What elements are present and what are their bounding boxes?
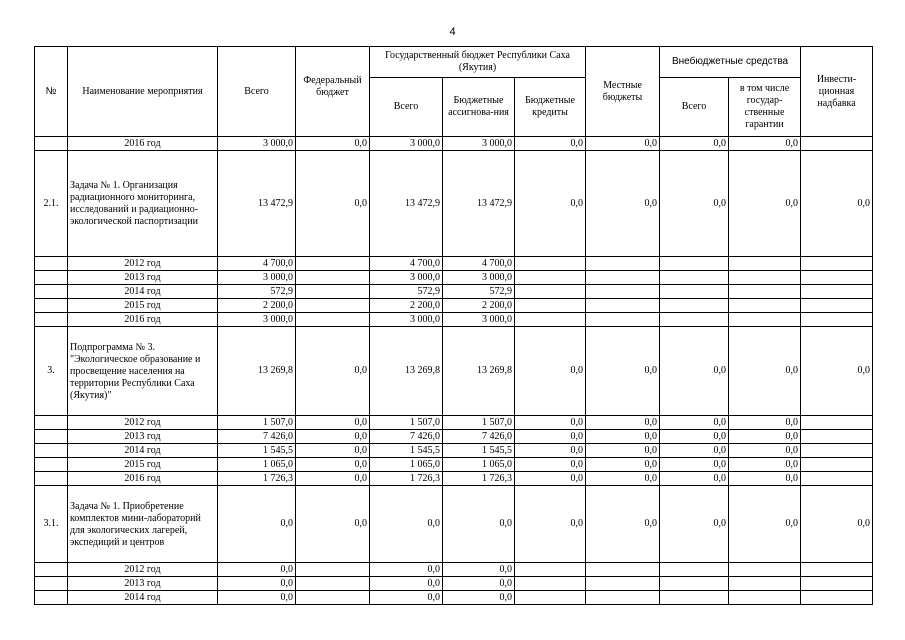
row-index: 2.1. [35,151,68,257]
cell-value: 0,0 [729,416,801,430]
cell-value: 0,0 [515,444,586,458]
cell-value: 0,0 [296,444,370,458]
row-name: 2014 год [68,285,218,299]
cell-value: 0,0 [515,137,586,151]
cell-value: 7 426,0 [370,430,443,444]
row-index [35,299,68,313]
cell-value: 0,0 [515,430,586,444]
row-index [35,137,68,151]
cell-value: 0,0 [729,486,801,563]
cell-value: 1 545,5 [370,444,443,458]
row-name: 2012 год [68,563,218,577]
header-local: Местные бюджеты [586,47,660,137]
cell-value: 3 000,0 [443,271,515,285]
cell-value [296,257,370,271]
cell-value [801,458,873,472]
cell-value: 3 000,0 [443,137,515,151]
cell-value: 0,0 [515,151,586,257]
table-row-task [35,151,873,257]
cell-value [801,577,873,591]
table-row-year [35,577,873,591]
row-name: 2016 год [68,313,218,327]
cell-value: 0,0 [515,458,586,472]
cell-value [729,577,801,591]
cell-value: 0,0 [586,458,660,472]
cell-value [586,299,660,313]
row-name: 2012 год [68,416,218,430]
table-row-task [35,486,873,563]
cell-value [729,257,801,271]
cell-value [660,563,729,577]
cell-value: 0,0 [729,444,801,458]
cell-value [586,591,660,605]
cell-value [801,591,873,605]
cell-value: 0,0 [515,327,586,416]
cell-value: 0,0 [218,486,296,563]
cell-value [586,271,660,285]
cell-value: 3 000,0 [218,271,296,285]
cell-value: 13 269,8 [443,327,515,416]
row-name: 2016 год [68,137,218,151]
cell-value [729,285,801,299]
cell-value: 1 545,5 [443,444,515,458]
cell-value: 0,0 [296,472,370,486]
cell-value [586,313,660,327]
cell-value: 4 700,0 [443,257,515,271]
cell-value: 13 472,9 [370,151,443,257]
header-extra: Внебюджетные средства [660,47,801,78]
cell-value [801,285,873,299]
header-total: Всего [218,47,296,137]
cell-value [660,591,729,605]
cell-value: 0,0 [443,577,515,591]
header-state-assign: Бюджетные ассигнова-ния [443,78,515,137]
cell-value [729,271,801,285]
cell-value [801,271,873,285]
cell-value: 572,9 [370,285,443,299]
cell-value: 1 726,3 [218,472,296,486]
cell-value [515,271,586,285]
cell-value [296,591,370,605]
cell-value [296,563,370,577]
cell-value: 0,0 [370,577,443,591]
cell-value: 2 200,0 [443,299,515,313]
cell-value: 0,0 [515,486,586,563]
cell-value [801,472,873,486]
cell-value [586,285,660,299]
cell-value: 0,0 [370,563,443,577]
cell-value: 0,0 [660,137,729,151]
cell-value [586,577,660,591]
cell-value: 572,9 [443,285,515,299]
cell-value: 0,0 [660,430,729,444]
cell-value [660,313,729,327]
cell-value: 3 000,0 [370,271,443,285]
cell-value: 0,0 [586,472,660,486]
cell-value: 1 065,0 [443,458,515,472]
cell-value [801,416,873,430]
cell-value [660,271,729,285]
cell-value: 1 065,0 [218,458,296,472]
row-index [35,313,68,327]
row-name: 2015 год [68,458,218,472]
cell-value: 0,0 [218,563,296,577]
row-index [35,563,68,577]
table-row-year [35,137,873,151]
cell-value: 0,0 [515,416,586,430]
cell-value: 0,0 [370,486,443,563]
cell-value: 0,0 [729,472,801,486]
cell-value: 0,0 [218,577,296,591]
cell-value [296,577,370,591]
cell-value: 0,0 [443,563,515,577]
cell-value: 0,0 [443,591,515,605]
table-row-year [35,458,873,472]
cell-value [296,299,370,313]
row-name: 2014 год [68,591,218,605]
table-row-year [35,257,873,271]
table-row-year [35,430,873,444]
cell-value: 0,0 [586,444,660,458]
cell-value [515,577,586,591]
cell-value [801,299,873,313]
row-index [35,416,68,430]
cell-value: 0,0 [729,430,801,444]
header-federal: Федеральный бюджет [296,47,370,137]
cell-value [729,563,801,577]
cell-value [801,257,873,271]
cell-value [801,313,873,327]
cell-value [515,563,586,577]
cell-value: 4 700,0 [370,257,443,271]
cell-value [515,285,586,299]
cell-value: 1 507,0 [218,416,296,430]
cell-value: 3 000,0 [218,137,296,151]
cell-value: 1 507,0 [443,416,515,430]
header-state-credit: Бюджетные кредиты [515,78,586,137]
cell-value: 4 700,0 [218,257,296,271]
cell-value [660,299,729,313]
row-index [35,257,68,271]
cell-value: 3 000,0 [218,313,296,327]
cell-value: 0,0 [729,137,801,151]
cell-value [515,257,586,271]
cell-value: 572,9 [218,285,296,299]
cell-value: 7 426,0 [218,430,296,444]
table-row-task [35,327,873,416]
cell-value: 2 200,0 [218,299,296,313]
cell-value: 0,0 [660,444,729,458]
row-index [35,271,68,285]
cell-value: 1 726,3 [443,472,515,486]
header-extra-guarantee: в том числе государ-ственные гарантии [729,78,801,137]
cell-value: 13 472,9 [443,151,515,257]
cell-value: 0,0 [660,327,729,416]
row-index [35,472,68,486]
table-row-year [35,444,873,458]
cell-value: 0,0 [660,472,729,486]
cell-value: 7 426,0 [443,430,515,444]
cell-value: 13 269,8 [218,327,296,416]
row-name: Задача № 1. Приобретение комплектов мини-лабораторий для экологических лагерей, экспедиций и центров [68,486,218,563]
cell-value [801,430,873,444]
cell-value: 0,0 [443,486,515,563]
cell-value [586,563,660,577]
header-invest: Инвести-ционная надбавка [801,47,873,137]
cell-value: 1 726,3 [370,472,443,486]
row-index [35,444,68,458]
table-header [35,47,873,137]
cell-value: 0,0 [660,151,729,257]
table-row-year [35,313,873,327]
cell-value [296,313,370,327]
row-index [35,285,68,299]
cell-value [729,591,801,605]
cell-value: 0,0 [586,151,660,257]
header-state-total: Всего [370,78,443,137]
row-name: 2015 год [68,299,218,313]
cell-value: 0,0 [296,458,370,472]
header-extra-total: Всего [660,78,729,137]
row-name: 2014 год [68,444,218,458]
header-state-budget: Государственный бюджет Республики Саха (Якутия) [370,47,586,78]
cell-value: 0,0 [801,327,873,416]
cell-value: 0,0 [660,416,729,430]
cell-value: 0,0 [660,458,729,472]
cell-value [296,271,370,285]
row-name: Подпрограмма № 3. "Экологическое образование и просвещение населения на территории Республики Саха (Якутия)" [68,327,218,416]
cell-value [801,137,873,151]
cell-value [515,299,586,313]
cell-value: 1 065,0 [370,458,443,472]
cell-value: 0,0 [370,591,443,605]
cell-value: 0,0 [729,458,801,472]
row-index: 3.1. [35,486,68,563]
row-name: Задача № 1. Организация радиационного мониторинга, исследований и радиационно-экологической паспортизации [68,151,218,257]
cell-value [660,257,729,271]
cell-value: 0,0 [801,486,873,563]
header-num: № [35,47,68,137]
table-body [35,137,873,605]
cell-value: 0,0 [586,416,660,430]
cell-value [729,313,801,327]
cell-value: 0,0 [586,137,660,151]
cell-value [801,444,873,458]
cell-value: 13 269,8 [370,327,443,416]
cell-value [515,313,586,327]
row-index [35,577,68,591]
row-index: 3. [35,327,68,416]
row-name: 2016 год [68,472,218,486]
cell-value [586,257,660,271]
header-name: Наименование мероприятия [68,47,218,137]
cell-value: 1 507,0 [370,416,443,430]
cell-value [660,285,729,299]
table-row-year [35,299,873,313]
cell-value: 3 000,0 [370,313,443,327]
budget-table [34,46,873,605]
cell-value: 0,0 [296,430,370,444]
cell-value: 0,0 [515,472,586,486]
cell-value: 1 545,5 [218,444,296,458]
cell-value: 2 200,0 [370,299,443,313]
cell-value: 3 000,0 [370,137,443,151]
cell-value: 0,0 [729,151,801,257]
cell-value: 0,0 [296,327,370,416]
cell-value: 0,0 [586,327,660,416]
cell-value [660,577,729,591]
cell-value [801,563,873,577]
cell-value: 0,0 [296,151,370,257]
cell-value: 3 000,0 [443,313,515,327]
cell-value: 0,0 [296,416,370,430]
cell-value [296,285,370,299]
row-name: 2013 год [68,430,218,444]
page-number: 4 [449,26,456,38]
cell-value: 0,0 [801,151,873,257]
table-row-year [35,271,873,285]
cell-value: 0,0 [586,486,660,563]
cell-value: 0,0 [296,486,370,563]
table-row-year [35,416,873,430]
cell-value: 13 472,9 [218,151,296,257]
cell-value: 0,0 [296,137,370,151]
row-name: 2013 год [68,577,218,591]
table-row-year [35,285,873,299]
cell-value: 0,0 [218,591,296,605]
row-index [35,430,68,444]
table-row-year [35,472,873,486]
table-row-year [35,563,873,577]
cell-value [515,591,586,605]
cell-value [729,299,801,313]
row-name: 2013 год [68,271,218,285]
row-name: 2012 год [68,257,218,271]
cell-value: 0,0 [729,327,801,416]
cell-value: 0,0 [586,430,660,444]
row-index [35,591,68,605]
cell-value: 0,0 [660,486,729,563]
table-row-year [35,591,873,605]
row-index [35,458,68,472]
